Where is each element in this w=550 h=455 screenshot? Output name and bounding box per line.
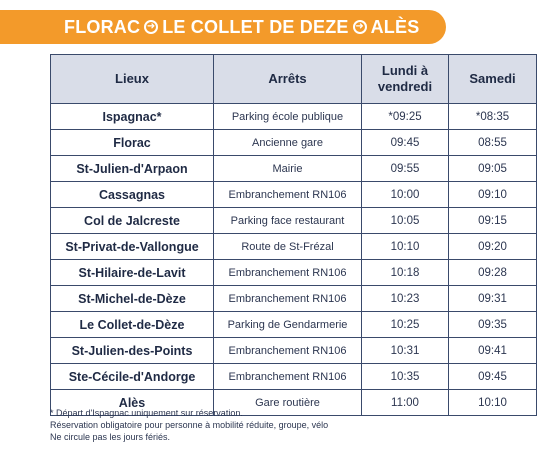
route-origin: FLORAC [64, 16, 141, 37]
time-weekday: 09:45 [362, 130, 449, 156]
stop-place: Ispagnac* [51, 104, 214, 130]
timetable [50, 54, 537, 416]
table-row [51, 156, 537, 182]
stop-name: Ancienne gare [214, 130, 362, 156]
stop-place: St-Julien-des-Points [51, 338, 214, 364]
table-row [51, 130, 537, 156]
time-saturday: *08:35 [449, 104, 537, 130]
route-banner [0, 10, 446, 44]
stop-place: Col de Jalcreste [51, 208, 214, 234]
table-row [51, 260, 537, 286]
time-saturday: 09:35 [449, 312, 537, 338]
header-lundi-vendredi [362, 55, 449, 104]
table-row [51, 104, 537, 130]
table-row [51, 208, 537, 234]
stop-place: Florac [51, 130, 214, 156]
time-weekday: 10:23 [362, 286, 449, 312]
stop-name: Parking de Gendarmerie [214, 312, 362, 338]
stop-name: Embranchement RN106 [214, 364, 362, 390]
footnote-reservation-ispagnac: * Départ d'Ispagnac uniquement sur réservation. [50, 408, 243, 418]
stop-name: Mairie [214, 156, 362, 182]
table-row [51, 312, 537, 338]
stop-place: St-Privat-de-Vallongue [51, 234, 214, 260]
timetable-body [51, 104, 537, 416]
time-saturday: 10:10 [449, 390, 537, 416]
time-weekday: 11:00 [362, 390, 449, 416]
table-row [51, 364, 537, 390]
footnote-jours-feries: Ne circule pas les jours fériés. [50, 432, 171, 442]
arrow-right-icon: ➜ [144, 20, 158, 34]
route-via: LE COLLET DE DEZE [162, 16, 349, 37]
table-row [51, 234, 537, 260]
table-row [51, 338, 537, 364]
time-saturday: 09:05 [449, 156, 537, 182]
stop-name: Embranchement RN106 [214, 182, 362, 208]
stop-place: St-Michel-de-Dèze [51, 286, 214, 312]
time-weekday: 10:10 [362, 234, 449, 260]
time-weekday: 10:05 [362, 208, 449, 234]
stop-place: Le Collet-de-Dèze [51, 312, 214, 338]
time-saturday: 09:15 [449, 208, 537, 234]
stop-name: Embranchement RN106 [214, 338, 362, 364]
timetable-header-row [51, 55, 537, 104]
time-saturday: 09:28 [449, 260, 537, 286]
time-saturday: 08:55 [449, 130, 537, 156]
stop-place: Cassagnas [51, 182, 214, 208]
time-saturday: 09:31 [449, 286, 537, 312]
stop-place: St-Hilaire-de-Lavit [51, 260, 214, 286]
stop-place: Alès [51, 390, 214, 416]
stop-name: Parking école publique [214, 104, 362, 130]
stop-place: St-Julien-d'Arpaon [51, 156, 214, 182]
stop-name: Parking face restaurant [214, 208, 362, 234]
arrow-right-icon: ➜ [353, 20, 367, 34]
time-saturday: 09:45 [449, 364, 537, 390]
stop-name: Gare routière [214, 390, 362, 416]
stop-name: Embranchement RN106 [214, 286, 362, 312]
time-saturday: 09:41 [449, 338, 537, 364]
footnote-reservation-obligatoire: Réservation obligatoire pour personne à mobilité réduite, groupe, vélo [50, 420, 329, 430]
table-row [51, 286, 537, 312]
time-saturday: 09:10 [449, 182, 537, 208]
time-weekday: *09:25 [362, 104, 449, 130]
header-arrets: Arrêts [214, 55, 362, 104]
stop-name: Embranchement RN106 [214, 260, 362, 286]
time-weekday: 10:00 [362, 182, 449, 208]
route-destination: ALÈS [370, 16, 420, 37]
header-lieux: Lieux [51, 55, 214, 104]
header-samedi: Samedi [449, 55, 537, 104]
stop-place: Ste-Cécile-d'Andorge [51, 364, 214, 390]
header-lundi-vendredi-text: Lundi à vendredi [377, 63, 433, 94]
time-weekday: 10:35 [362, 364, 449, 390]
table-row [51, 182, 537, 208]
footnotes [50, 407, 328, 443]
time-weekday: 10:25 [362, 312, 449, 338]
time-weekday: 10:31 [362, 338, 449, 364]
time-saturday: 09:20 [449, 234, 537, 260]
stop-name: Route de St-Frézal [214, 234, 362, 260]
time-weekday: 09:55 [362, 156, 449, 182]
time-weekday: 10:18 [362, 260, 449, 286]
